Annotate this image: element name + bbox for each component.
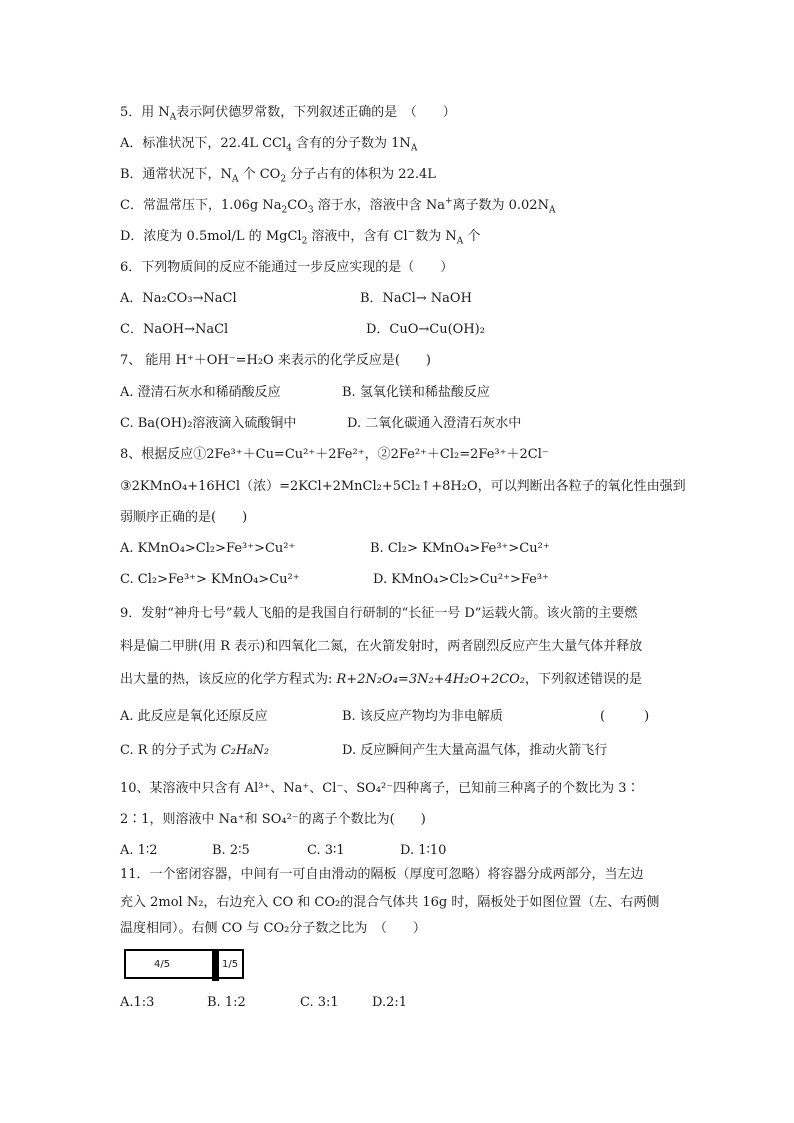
q7-option-c: C. Ba(OH)₂溶液滴入硫酸铜中 [120, 416, 297, 431]
q11-option-c: C. 3:1 [300, 995, 339, 1010]
q7-option-b: B. 氢氧化镁和稀盐酸反应 [342, 385, 490, 400]
q10-option-d: D. 1∶10 [400, 843, 447, 858]
left-fraction-label: 4/5 [154, 959, 171, 970]
q10-option-b: B. 2∶5 [212, 843, 250, 858]
q8-option-d: D. KMnO₄>Cl₂>Cu²⁺>Fe³⁺ [373, 572, 549, 587]
q10-line-1: 10、某溶液中只含有 Al³⁺、Na⁺、Cl⁻、SO₄²⁻四种离子，已知前三种离子的个数比为 3∶ [120, 781, 640, 796]
q8-line-3: 弱顺序正确的是( ) [120, 510, 248, 525]
right-fraction-label: 1/5 [222, 959, 239, 970]
q9-line-2: 料是偏二甲肼(用 R 表示)和四氧化二氮，在火箭发射时，两者剧烈反应产生大量气体并释放 [120, 639, 643, 654]
q6-option-d: D．CuO→Cu(OH)₂ [366, 322, 485, 337]
q8-line-2: ③2KMnO₄+16HCl（浓）=2KCl+2MnCl₂+5Cl₂↑+8H₂O，可以判断出各粒子的氧化性由强到 [120, 479, 686, 494]
q9-option-b: B. 该反应产物均为非电解质 [342, 709, 503, 724]
q6-option-a: A．Na₂CO₃→NaCl [120, 291, 237, 306]
q7-stem: 7、 能用 H⁺＋OH⁻=H₂O 来表示的化学反应是( ) [120, 353, 431, 368]
q5-stem: 5．用 $N_A$表示阿伏德罗常数，下列叙述正确的是 （ ） [120, 105, 456, 123]
sliding-partition [212, 949, 219, 981]
q10-option-a: A. 1∶2 [120, 843, 158, 858]
q7-option-a: A. 澄清石灰水和稀硝酸反应 [120, 385, 281, 400]
q6-stem: 6．下列物质间的反应不能通过一步反应实现的是（ ） [120, 260, 454, 275]
q9-option-a: A. 此反应是氧化还原反应 [120, 709, 268, 724]
q9-option-d: D. 反应瞬间产生大量高温气体，推动火箭飞行 [342, 743, 608, 758]
q5-option-d: D．浓度为 0.5mol/L 的 MgCl$_2$ 溶液中，含有 Cl−数为 $N_A$ 个 [120, 227, 481, 247]
q10-option-c: C. 3∶1 [307, 843, 345, 858]
q5-option-b: B．通常状况下，$N_A$ 个 $CO_2$ 分子占有的体积为 22.4L [120, 167, 436, 185]
q6-option-c: C．NaOH→NaCl [120, 322, 229, 337]
q11-line-3: 温度相同）。右侧 CO 与 CO₂分子数之比为 （ ） [120, 921, 426, 936]
q11-option-a: A.1:3 [120, 995, 155, 1010]
q9-line-3: 出大量的热，该反应的化学方程式为: R+2N₂O₄=3N₂+4H₂O+2CO₂，下列叙述错误的是 [120, 672, 643, 687]
q7-option-d: D. 二氧化碳通入澄清石灰水中 [347, 416, 522, 431]
q8-option-a: A. KMnO₄>Cl₂>Fe³⁺>Cu²⁺ [120, 541, 296, 556]
q11-line-2: 充入 2mol N₂，右边充入 CO 和 CO₂的混合气体共 16g 时，隔板处于如图位置（左、右两侧 [120, 895, 660, 910]
q8-option-c: C. Cl₂>Fe³⁺> KMnO₄>Cu²⁺ [120, 572, 300, 587]
q5-option-a: A．标准状况下，22.4L CCl$_4$ 含有的分子数为 $1N_A$ [120, 136, 418, 154]
q5-option-c: C．常温常压下，1.06g $Na_2CO_3$ 溶于水，溶液中含 Na+离子数为 $0.02N_A$ [120, 196, 556, 216]
q11-option-b: B. 1:2 [207, 995, 246, 1010]
q9-option-c: C. R 的分子式为 C₂H₈N₂ [120, 743, 270, 758]
q6-option-b: B．NaCl→ NaOH [360, 291, 472, 306]
q11-line-1: 11．一个密闭容器，中间有一可自由滑动的隔板（厚度可忽略）将容器分成两部分，当左边 [120, 867, 644, 882]
container-diagram [124, 949, 244, 981]
q9-answer-paren: ( ) [600, 709, 650, 724]
q11-option-d: D.2:1 [372, 995, 408, 1010]
q9-line-1: 9．发射“神舟七号”载人飞船的是我国自行研制的“长征一号 D”运载火箭。该火箭的主要燃 [120, 606, 638, 621]
q8-line-1: 8、根据反应①2Fe³⁺＋Cu=Cu²⁺＋2Fe²⁺，②2Fe²⁺＋Cl₂=2Fe³⁺＋2Cl⁻ [120, 447, 549, 462]
q8-option-b: B. Cl₂> KMnO₄>Fe³⁺>Cu²⁺ [370, 541, 550, 556]
q10-line-2: 2∶1，则溶液中 Na⁺和 SO₄²⁻的离子个数比为( ) [120, 812, 426, 827]
q9-equation: R+2N₂O₄=3N₂+4H₂O+2CO₂ [336, 672, 526, 687]
